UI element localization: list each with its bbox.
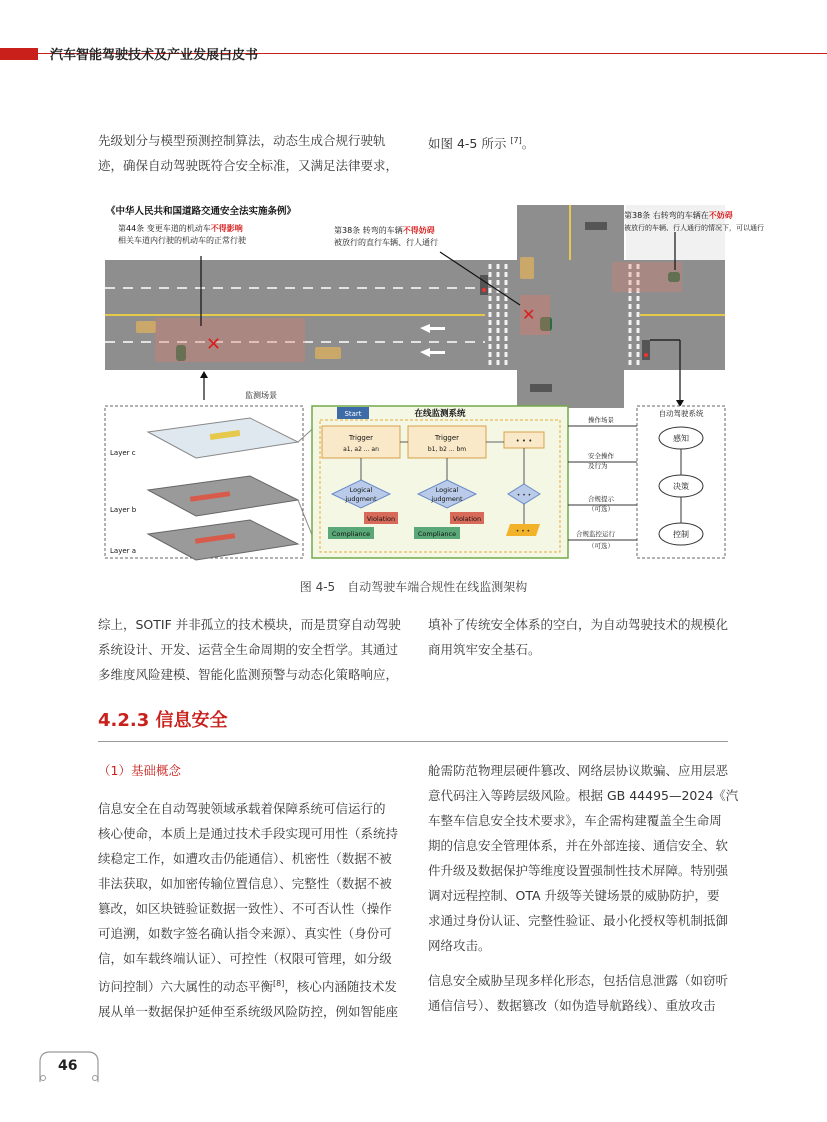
trigger-box [322,426,400,458]
art44-text-cont: 相关车道内行驶的机动车的正常行驶 [118,236,246,245]
text-line: 信息安全威胁呈现多样化形态，包括信息泄露（如窃听 [428,973,729,988]
text-line: 续稳定工作，如遭攻击仍能通信）、机密性（数据不被 [98,851,392,866]
judgment-label: judgment [345,495,377,503]
text-line: 篡改，如区块链验证数据一致性）、不可否认性（操作 [98,901,392,916]
art38b-text-cont: 被放行的车辆、行人通行的情况下，可以通行 [624,224,764,232]
traffic-light-icon [530,384,552,392]
warning-label-2: （可选） [588,505,614,513]
text-line: 展从单一数据保护延伸至系统级风险防控，例如智能座 [98,1004,399,1020]
traffic-light-icon [585,222,607,230]
violation-x-icon: ✕ [522,305,536,324]
body-right-para2 [428,968,748,1018]
roadside-bottom-right [626,372,725,408]
risk-zone [612,262,682,292]
citation: [8] [273,979,285,988]
body-left [98,796,418,1024]
subheading: （1）基础概念 [98,763,181,778]
text-line: 迹，确保自动驾驶既符合安全标准，又满足法律要求， [98,158,399,173]
text-line: 非法获取，如加密传输位置信息）、完整性（数据不被 [98,876,392,891]
trigger-box [408,426,486,458]
text-line: 可追溯，如数字签名确认指令来源）、真实性（身份可 [98,926,392,941]
law-title: 《中华人民共和国道路交通安全法实施条例》 [106,206,297,217]
figure-caption: 图 4-5 自动驾驶车端合规性在线监测架构 [299,580,528,594]
op-scene-label: 操作场景 [588,416,614,424]
ellipsis-label: • • • [515,528,531,535]
section-heading: 4.2.3 信息安全 [98,710,228,731]
art38-text-cont: 被放行的直行车辆、行人通行 [334,238,438,247]
compliance-label: Compliance [417,530,457,538]
car-truck [315,347,341,359]
compliance-label: Compliance [331,530,371,538]
ellipsis-label: • • • [516,492,532,499]
warning-label: 合规提示 [588,495,614,503]
text-line: 信，如车载终端认证）、可控性（权限可管理，如分级 [98,951,392,966]
ellipsis-label: • • • [515,437,533,445]
layer-b-label: Layer b [110,506,137,514]
text-line: 调对远程控制、OTA 升级等关键场景的威胁防护，要 [428,888,720,903]
art44-text: 第44条 变更车道的机动车不得影响 [118,224,243,233]
trigger-label: Trigger [348,434,374,442]
text-line: 先级划分与模型预测控制算法，动态生成合规行驶轨 [98,133,386,148]
top-right-text [428,128,738,156]
online-system-title: 在线监测系统 [414,409,466,419]
header-accent-bar [0,48,38,60]
section-rule [98,741,728,742]
text-line: 商用筑牢安全基石。 [428,642,541,657]
safety-op-label: 安全操作 [588,452,614,460]
page-number: 46 [58,1058,78,1074]
text-line: 舱需防范物理层硬件篡改、网络层协议欺骗、应用层恶 [428,763,729,778]
monitor-out-label: 合规监控运行 [576,530,615,538]
text-line: 意代码注入等跨层级风险。根据 GB 44495—2024《汽 [428,788,739,803]
text-line: 如图 4-5 所示 [428,136,507,152]
decision-label: 决策 [673,482,689,491]
text-line: ，核心内涵随技术发 [284,979,397,995]
text-punct: 。 [521,136,535,152]
violation-x-icon: ✕ [206,334,222,355]
text-line: 系统设计、开发、运营全生命周期的安全哲学。其通过 [98,642,399,657]
trigger-sub: b1, b2 ... bm [427,446,467,453]
summary-right [428,612,748,662]
text-line: 综上，SOTIF 并非孤立的技术模块，而是贯穿自动驾驶 [98,617,401,632]
roadside-bottom-left [105,372,517,408]
car-truck [136,321,156,333]
text-line: 网络攻击。 [428,938,491,953]
art38-text: 第38条 转弯的车辆不得妨碍 [334,226,435,235]
text-line: 多维度风险建模、智能化监测预警与动态化策略响应， [98,667,399,682]
judgment-label: judgment [431,495,463,503]
trigger-label: Trigger [434,434,460,442]
trigger-sub: a1, a2 ... an [343,446,379,453]
text-line: 填补了传统安全体系的空白，为自动驾驶技术的规模化 [428,617,729,632]
control-label: 控制 [673,530,689,539]
art38b-text: 第38条 右转弯的车辆在不妨碍 [624,211,733,220]
perception-label: 感知 [673,434,689,443]
text-line: 期的信息安全管理体系，并在外部连接、通信安全、软 [428,838,729,853]
header-title: 汽车智能驾驶技术及产业发展白皮书 [50,48,259,63]
logical-label: Logical [435,486,459,494]
layer-stack [148,418,298,560]
violation-label: Violation [366,515,396,523]
safety-op-label-2: 及行为 [588,462,608,470]
monitor-out-label-2: （可选） [588,542,614,550]
figure-architecture-diagram [100,200,764,562]
text-line: 通信信号）、数据篡改（如伪造导航路线）、重放攻击 [428,998,716,1013]
monitor-scene-label: 监测场景 [245,391,277,400]
top-left-text [98,128,408,178]
text-line: 访问控制）六大属性的动态平衡 [98,979,274,995]
text-line: 求通过身份认证、完整性验证、最小化授权等机制抵御 [428,913,729,928]
text-line: 核心使命，本质上是通过技术手段实现可用性（系统持 [98,826,399,841]
text-line: 件升级及数据保护等维度设置强制性技术屏障。特别强 [428,863,729,878]
layer-a-label: Layer a [110,547,137,555]
violation-label: Violation [452,515,482,523]
layer-c-label: Layer c [110,449,136,457]
logical-label: Logical [349,486,373,494]
citation: [7] [510,136,522,145]
body-right [428,758,748,958]
car-truck [520,257,534,279]
summary-left [98,612,418,687]
text-line: 信息安全在自动驾驶领域承载着保障系统可信运行的 [98,801,386,816]
start-label: Start [344,410,362,418]
text-line: 车整车信息安全技术要求》，车企需构建覆盖全生命周 [428,813,722,828]
ads-system-title: 自动驾驶系统 [658,409,704,418]
risk-zone [155,318,305,362]
crosswalk-left [485,262,513,368]
